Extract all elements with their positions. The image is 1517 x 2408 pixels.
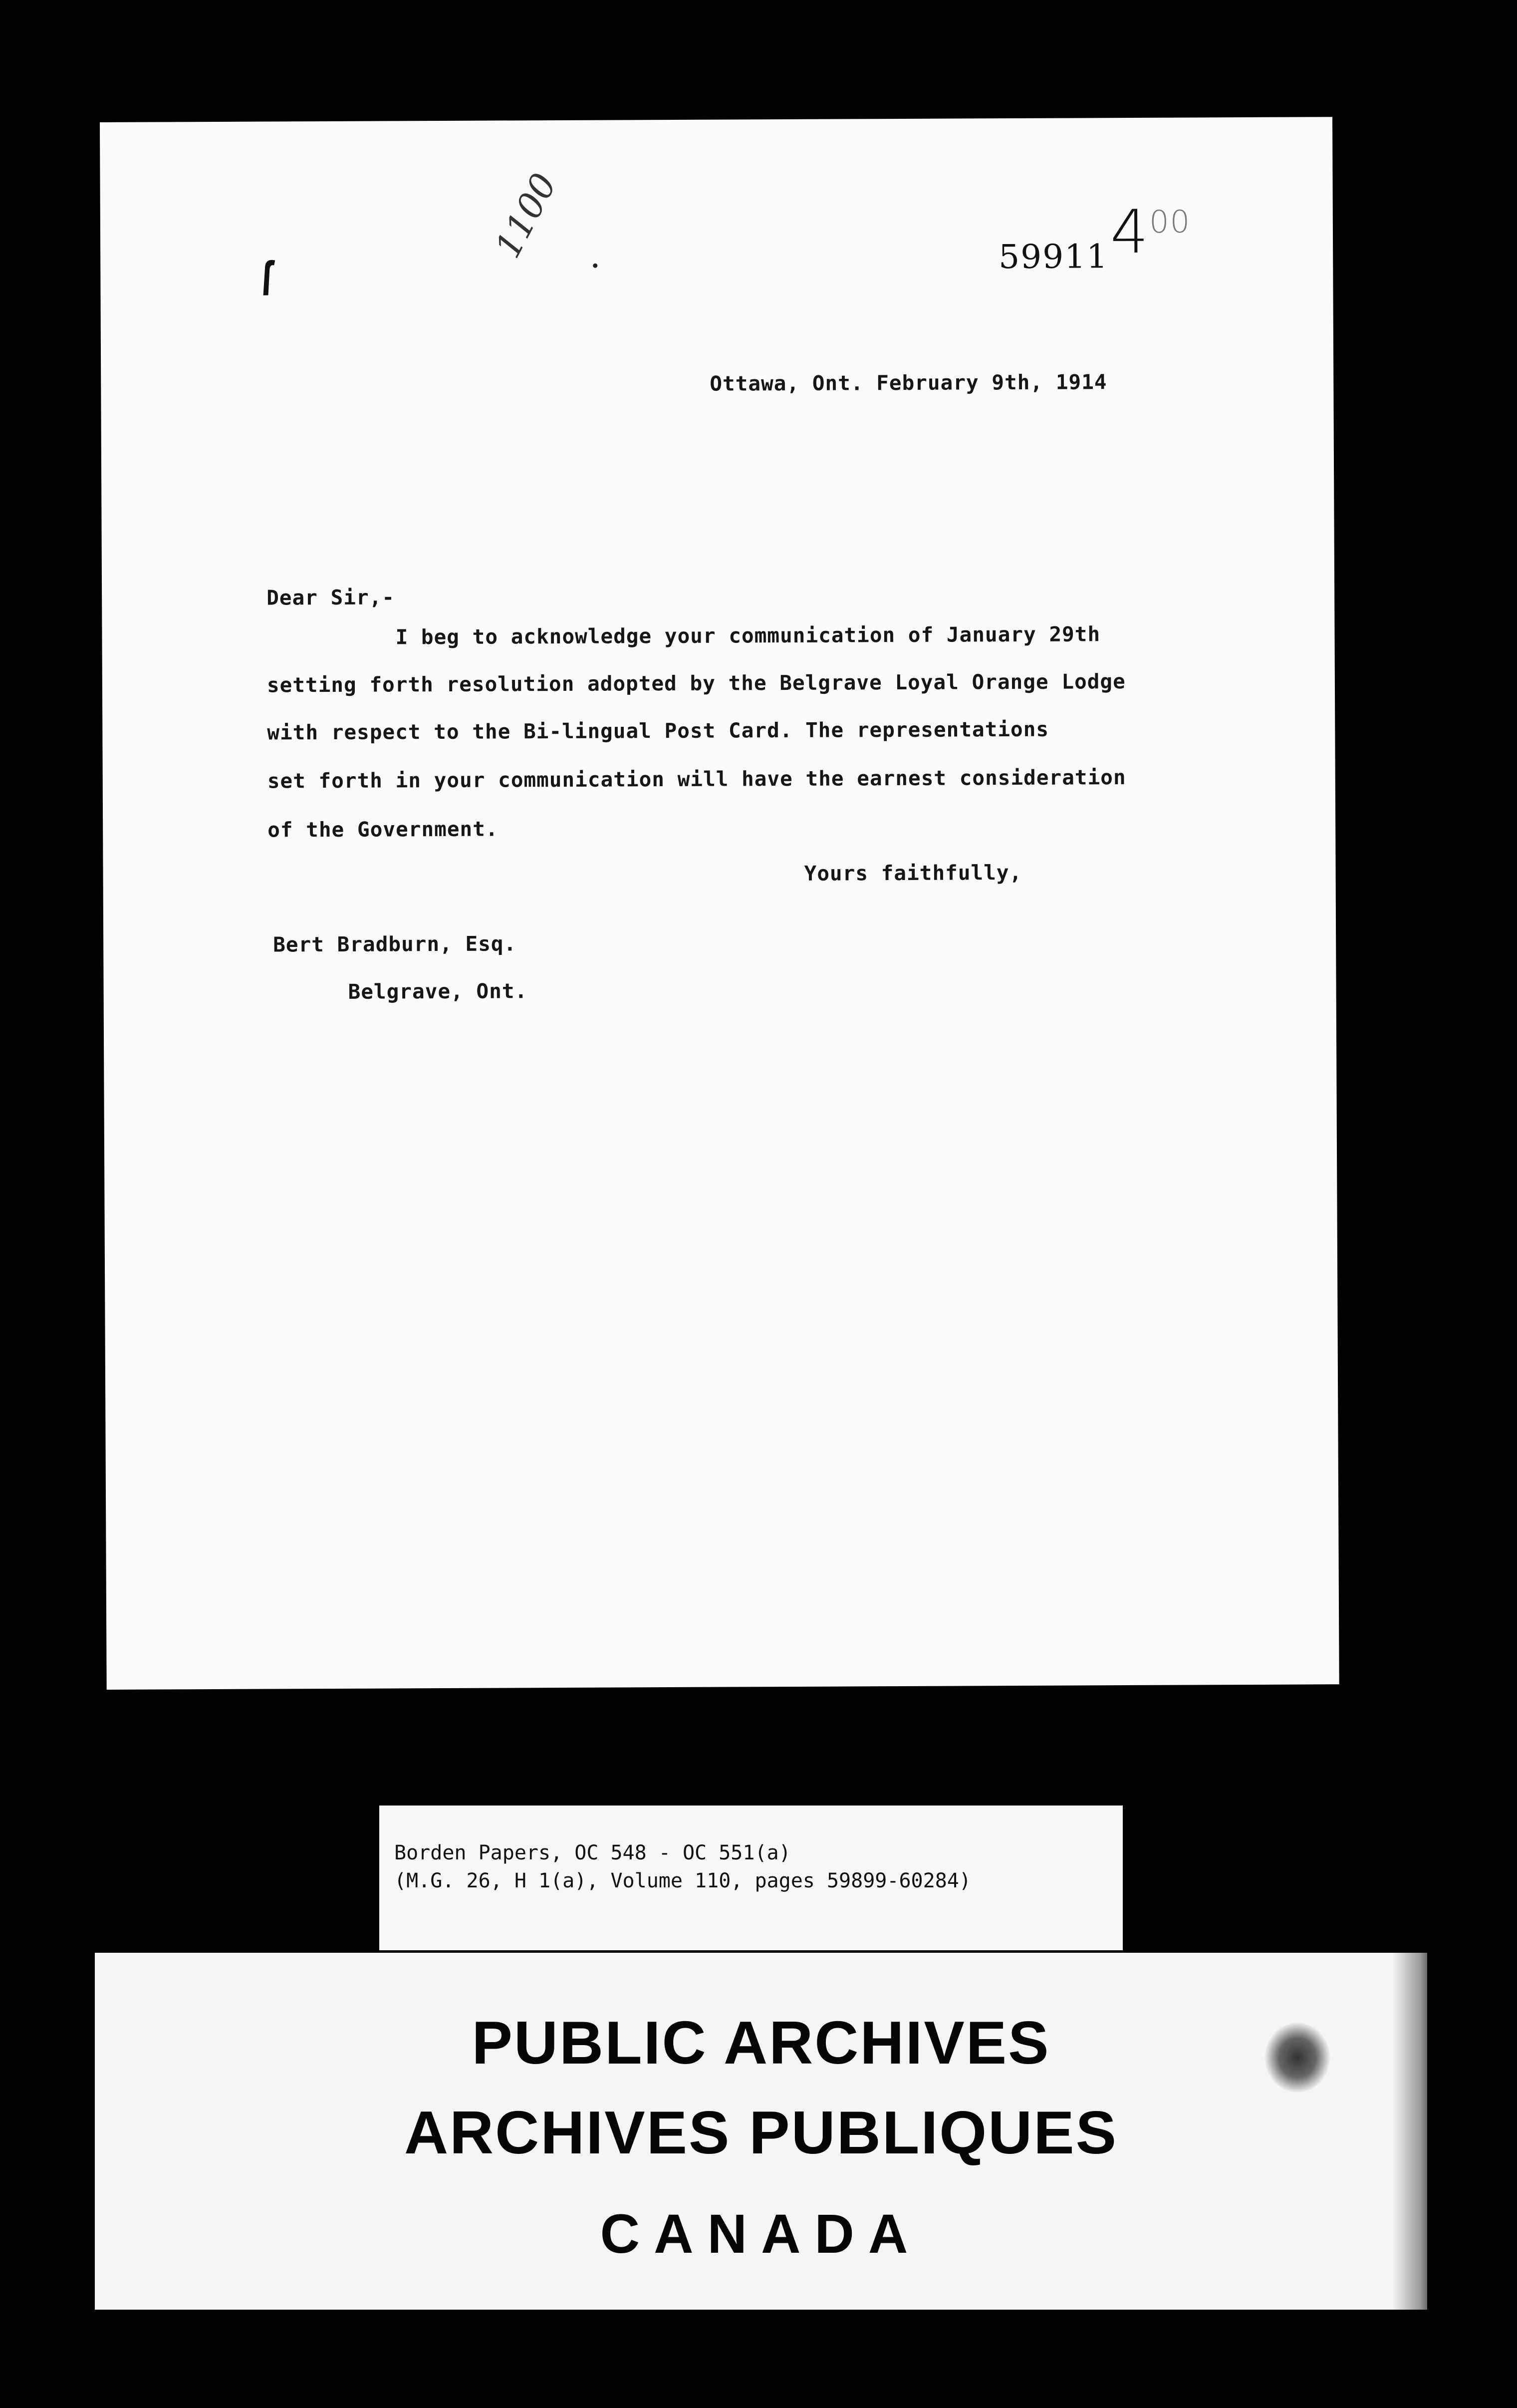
margin-hook-mark xyxy=(260,256,277,296)
archive-stamp-line-3: CANADA xyxy=(600,2203,922,2265)
archive-stamp-line-2: ARCHIVES PUBLIQUES xyxy=(404,2099,1118,2166)
reference-label xyxy=(379,1806,1123,1950)
archive-stamp xyxy=(95,1953,1427,2310)
reference-line-2: (M.G. 26, H 1(a), Volume 110, pages 59899-60284) xyxy=(394,1869,971,1892)
page-number xyxy=(999,197,1191,283)
dateline: Ottawa, Ont. February 9th, 1914 xyxy=(710,370,1107,396)
body-line-1: I beg to acknowledge your communication of January 29th xyxy=(395,622,1101,649)
reference-line-1: Borden Papers, OC 548 - OC 551(a) xyxy=(394,1841,791,1864)
salutation: Dear Sir,- xyxy=(266,585,395,610)
stamped-page-number: 59911 xyxy=(999,237,1109,277)
closing: Yours faithfully, xyxy=(804,860,1022,886)
handwritten-margin-note: 1100 xyxy=(487,166,565,265)
handwritten-page-suffix: 00 xyxy=(1149,203,1191,240)
archive-stamp-line-1: PUBLIC ARCHIVES xyxy=(472,2009,1050,2077)
ink-dot xyxy=(593,264,597,268)
body-line-4: set forth in your communication will have the earnest consideration xyxy=(267,765,1126,793)
letter-sheet xyxy=(100,117,1339,1690)
body-line-2: setting forth resolution adopted by the Belgrave Loyal Orange Lodge xyxy=(266,669,1126,697)
addressee-place: Belgrave, Ont. xyxy=(348,979,528,1004)
addressee-name: Bert Bradburn, Esq. xyxy=(273,931,517,957)
stamp-edge-shadow xyxy=(1392,1953,1427,2310)
handwritten-page-digit: 4 xyxy=(1110,197,1150,268)
body-line-3: with respect to the Bi-lingual Post Card. The representations xyxy=(267,717,1049,745)
body-line-5: of the Government. xyxy=(267,817,499,842)
